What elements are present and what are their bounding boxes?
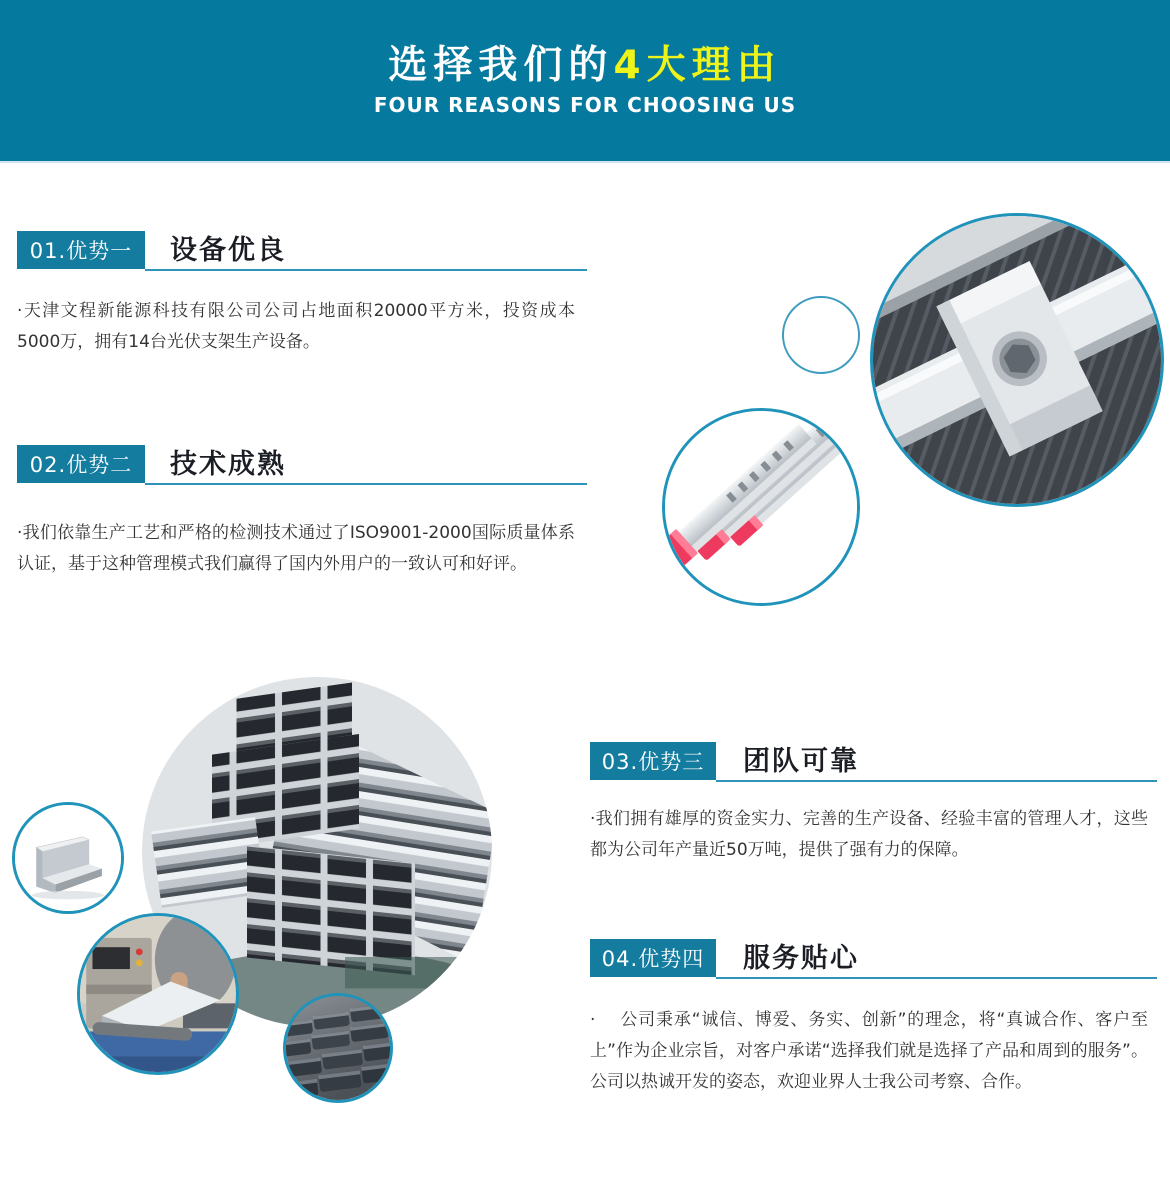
section-title xyxy=(388,43,782,88)
photo-dark-steel-bundles xyxy=(283,993,393,1103)
advantage-1-description: ·天津文程新能源科技有限公司公司占地面积20000平方米，投资成本5000万，拥有14台光伏支架生产设备。 xyxy=(17,301,575,352)
bending-machine-illustration xyxy=(80,916,236,1072)
advantage-3-description: ·我们拥有雄厚的资金实力、完善的生产设备、经验丰富的管理人才，这些都为公司年产量近50万吨，提供了强有力的保障。 xyxy=(590,809,1148,860)
advantage-4-description: · 公司秉承“诚信、博爱、务实、创新”的理念，将“真诚合作、客户至上”作为企业宗旨，对客户承诺“选择我们就是选择了产品和周到的服务”。公司以热诚开发的姿态，欢迎业界人士我公司考察、合作。 xyxy=(590,1010,1148,1092)
photo-red-capped-brackets xyxy=(662,408,860,606)
advantage-1-title: 设备优良 xyxy=(170,235,286,266)
brackets-illustration xyxy=(665,411,857,603)
section-header-band xyxy=(0,0,1170,163)
photo-solar-rail-clamp xyxy=(870,213,1164,507)
photo-u-channel-profile xyxy=(12,802,124,914)
advantage-2-badge: 02.优势二 xyxy=(17,445,145,483)
section-title-accent: 4大理由 xyxy=(613,43,782,88)
photo-bending-machine-worker xyxy=(77,913,239,1075)
advantage-4-title: 服务贴心 xyxy=(743,943,859,974)
section-subtitle: FOUR REASONS FOR CHOOSING US xyxy=(373,93,797,117)
advantage-3-title: 团队可靠 xyxy=(743,746,859,777)
advantage-2-description: ·我们依靠生产工艺和严格的检测技术通过了ISO9001-2000国际质量体系认证，基于这种管理模式我们赢得了国内外用户的一致认可和好评。 xyxy=(17,523,575,574)
u-channel-illustration xyxy=(15,805,121,911)
advantage-3-badge: 03.优势三 xyxy=(590,742,716,780)
advantage-4-badge: 04.优势四 xyxy=(590,939,716,977)
decorative-empty-circle xyxy=(782,296,860,374)
advantage-2-title: 技术成熟 xyxy=(170,449,286,480)
advantage-1-badge: 01.优势一 xyxy=(17,231,145,269)
dark-bundles-illustration xyxy=(286,996,390,1100)
section-title-main: 选择我们的 xyxy=(388,43,614,88)
solar-clamp-illustration xyxy=(873,216,1161,504)
